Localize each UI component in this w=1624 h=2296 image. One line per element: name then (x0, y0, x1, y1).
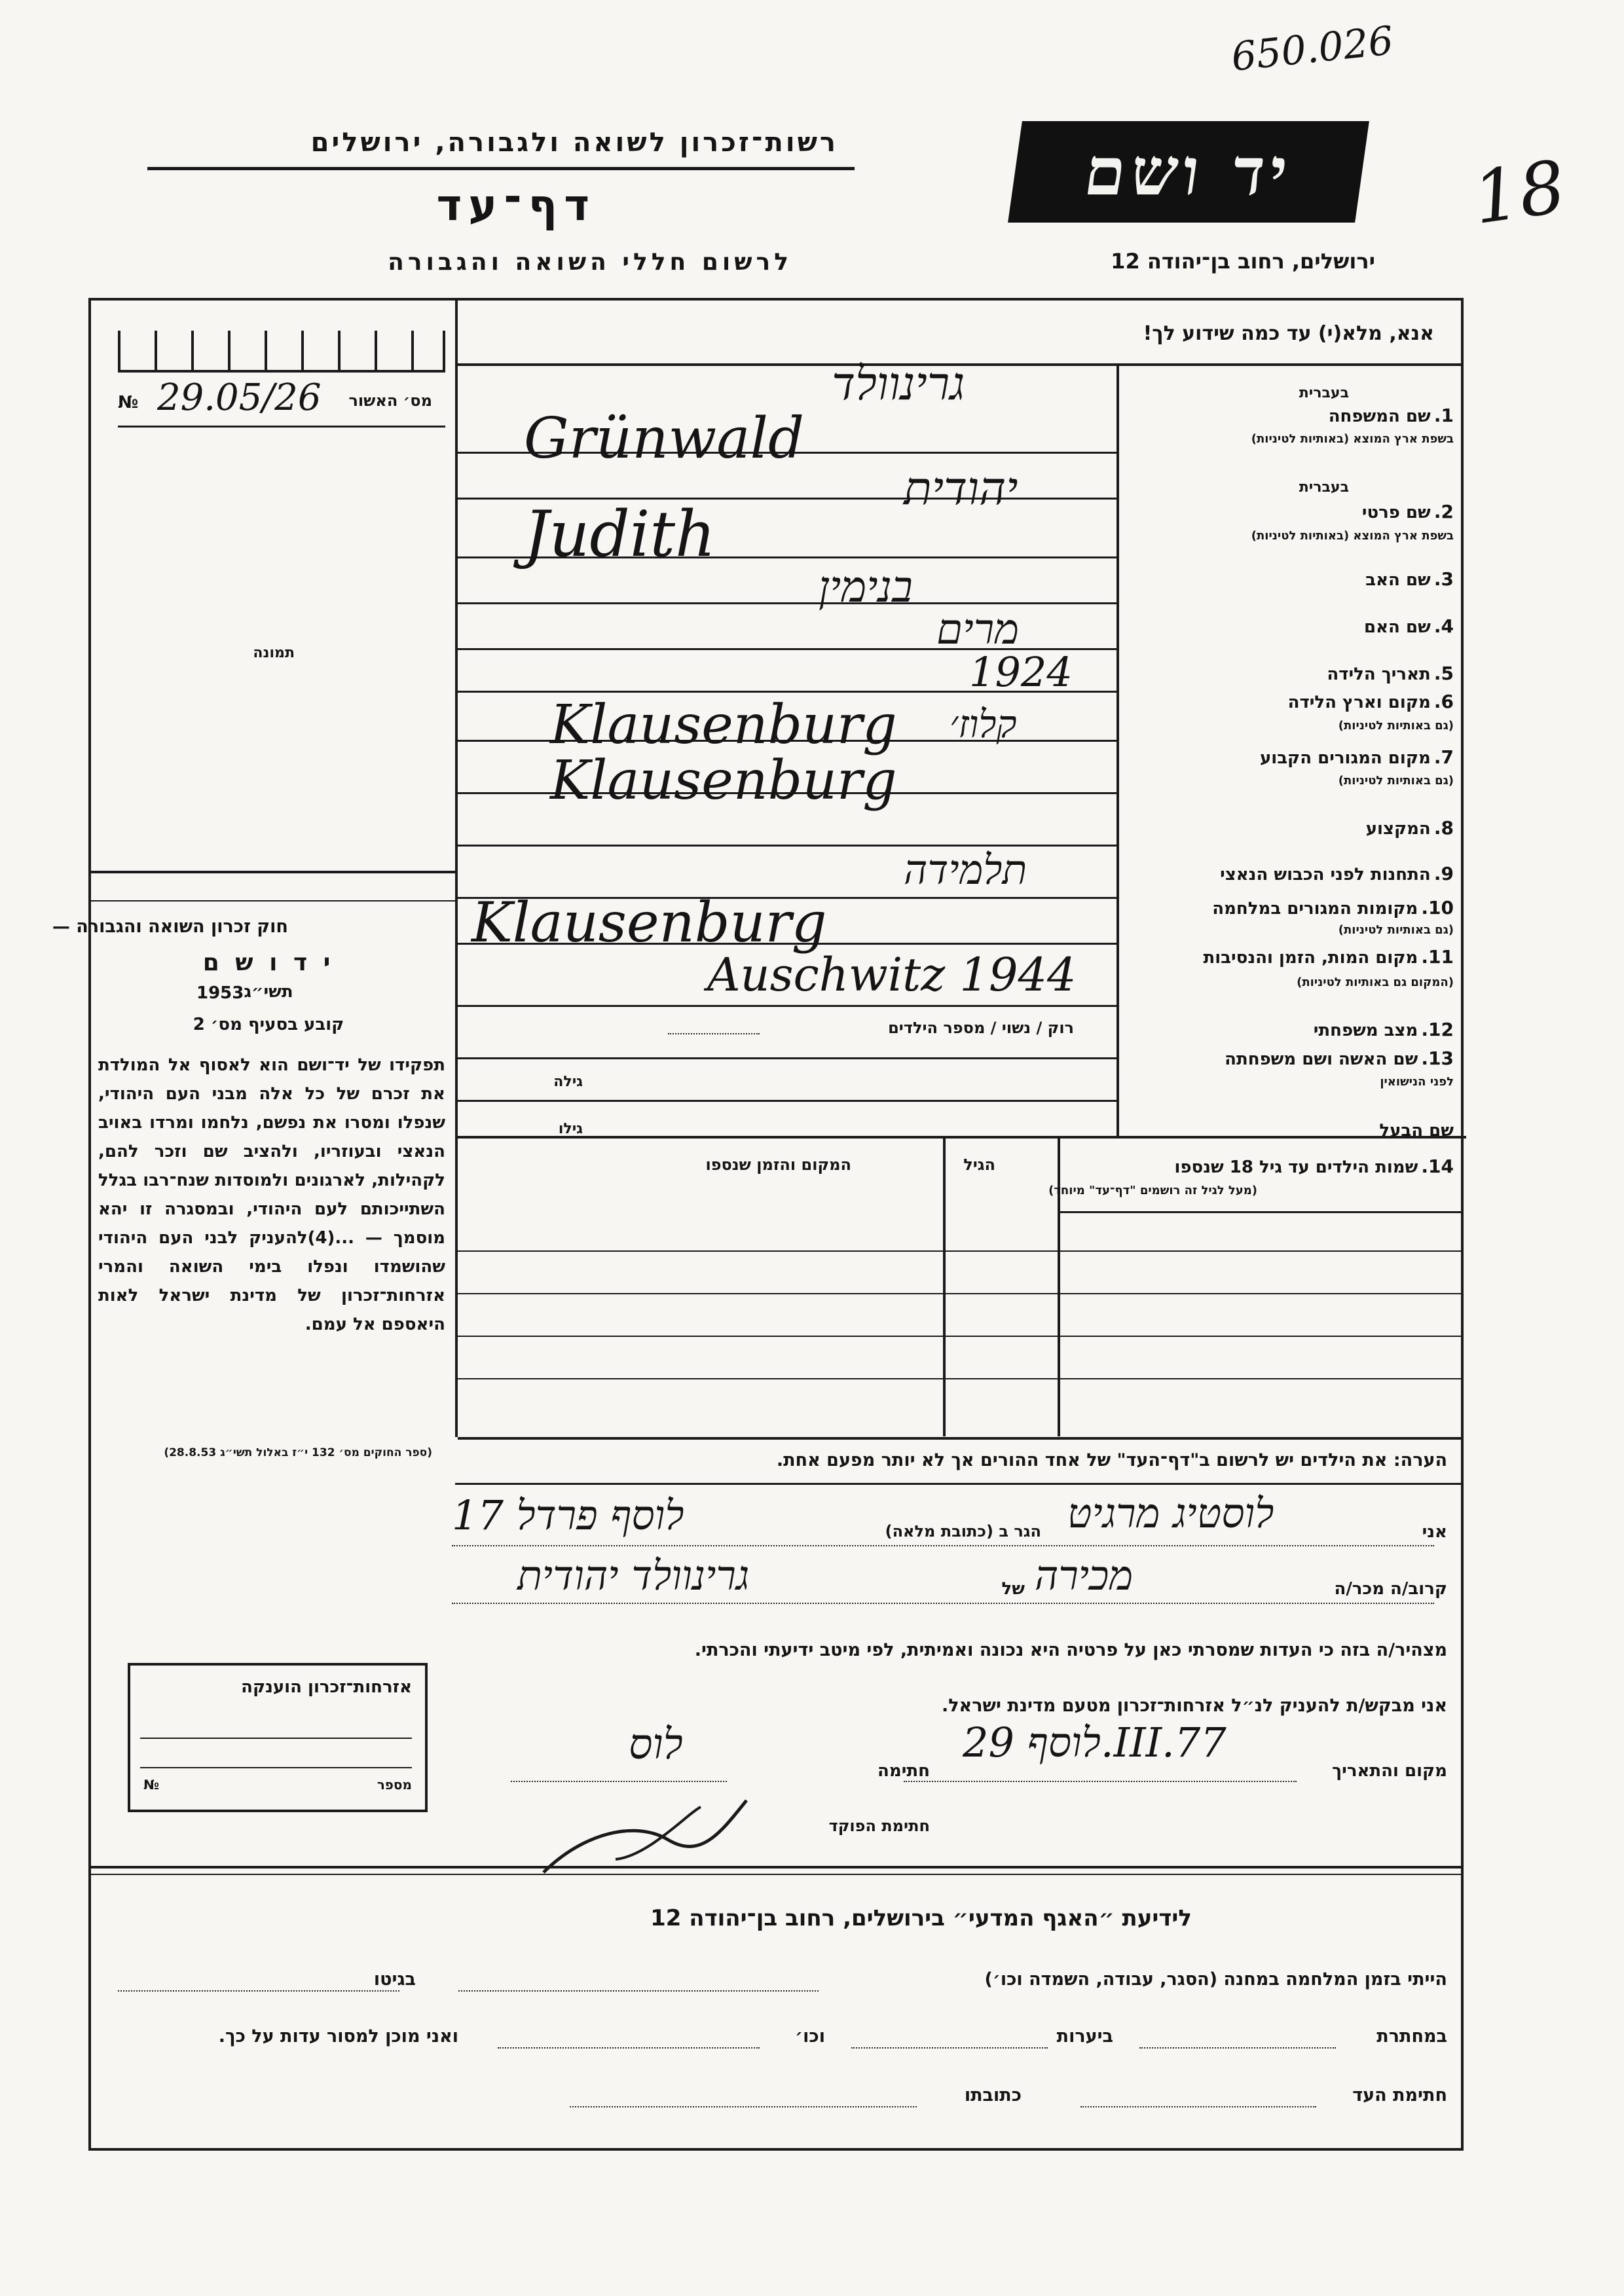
form-title: דף־עד (436, 180, 596, 230)
surname-latin[interactable]: Grünwald (524, 406, 805, 471)
activities-value[interactable]: תלמידה (904, 846, 1027, 894)
husband-label: שם הבעל (1379, 1121, 1454, 1140)
authority-title: רשות־זכרון לשואה ולגבורה, ירושלים (310, 128, 838, 158)
in-hebrew-2: בעברית (1299, 479, 1349, 496)
field-birthdate: 5. תאריך הלידה (1327, 663, 1454, 684)
relation-label: קרוב/ה מכר/ה (1334, 1579, 1447, 1599)
wife-age-label: גילה (553, 1074, 583, 1090)
declarant-address[interactable]: לוסף פרדל 17 (452, 1491, 684, 1539)
law-body: תפקידו של יד־ושם הוא לאסוף אל המולדת את זכרם של כל אלה מבני העם היהודי, שנפלו ומסרו את נפשם, נלחמו ומרדו באויב הנאצי ובעוזריו, ולהציב שם וזכר להם, לקהילות, לארגונים ולמוסדות שנח־רבו בגלל השתייכותם לעם היהודי, ובמסגרה זו יהא מוסמך — ...(4)להעניק לבני העם היהודי שהושמדו ונפלו בימי השואה והמרי אזרחות־זכרון של מדינת ישראל לאות היאספם אל עמם. (98, 1055, 445, 1334)
footer-forests: ביערות (1056, 2026, 1113, 2047)
birthplace-latin[interactable]: Klausenburg (550, 694, 897, 756)
certificate-title: אזרחות־זכרון הוענקה (241, 1677, 412, 1697)
registration-number[interactable]: 29.05/26 (157, 376, 322, 419)
law-year-hebrew: תשי״ג (244, 982, 293, 1002)
field-death-sub: (המקום גם באותיות לטיניות) (1297, 975, 1454, 989)
footer-etc: וכו׳ (795, 2026, 825, 2047)
field-wife-name: 13. שם האשה ושם משפחתה (1225, 1048, 1454, 1069)
official-label: חתימת הפוקד (828, 1817, 930, 1835)
of-value[interactable]: גרינוולד יהודית (517, 1552, 750, 1599)
children-place-col: המקום והזמן שנספו (705, 1156, 851, 1174)
father-name[interactable]: בנימין (819, 562, 913, 612)
request-text: אני מבקש/ת להעניק לנ״ל אזרחות־זכרון מטעם מדינת ישראל. (941, 1696, 1447, 1716)
husband-age-label: גילו (558, 1121, 583, 1137)
form-subtitle: לרשום חללי השואה והגבורה (388, 249, 792, 276)
firstname-latin[interactable]: Judith (524, 498, 716, 571)
declarant-i-label: אני (1422, 1522, 1447, 1542)
intro-text: אנא, מלא(י) עד כמה שידוע לך! (1143, 322, 1434, 345)
declarant-name[interactable]: לוסטיג מרגיט (1067, 1489, 1274, 1537)
field-birthplace-sub: (גם באותיות לטיניות) (1338, 719, 1454, 733)
law-title: חוק זכרון השואה והגבורה — (52, 917, 288, 937)
footer-heading: לידיעת ״האגף המדעי״ בירושלים, רחוב בן־יהודה 12 (650, 1905, 1192, 1931)
field-death: 11. מקום המות, הזמן והנסיבות (1203, 946, 1454, 968)
declaration-text: מצהיר/ה בזה כי העדות שמסרתי כאן על פרטיה היא נכונה ואמיתית, לפי מיטב ידיעתי והכרתי. (694, 1640, 1447, 1660)
official-signature (537, 1794, 753, 1892)
address-label: הגר ב (כתובת מלאה) (885, 1522, 1041, 1540)
footer-ghetto: בגיטו (373, 1969, 416, 1990)
yad-vashem-logo: יד ושם (1008, 121, 1369, 223)
field-wife-name-sub: לפני הנישואין (1380, 1075, 1454, 1089)
in-hebrew-1: בעברית (1299, 385, 1349, 401)
birth-date[interactable]: 1924 (969, 648, 1073, 696)
field-family-status: 12. מצב משפחתי (1313, 1019, 1454, 1040)
field-surname-sub: בשפת ארץ המוצא (באותיות לטיניות) (1251, 432, 1454, 446)
of-label: של (1001, 1579, 1025, 1599)
photo-label: תמונה (253, 645, 295, 661)
children-age-col: הגיל (963, 1156, 995, 1174)
field-wartime-residence-sub: (גם באותיות לטיניות) (1338, 923, 1454, 937)
firstname-hebrew[interactable]: יהודית (904, 462, 1018, 515)
certificate-number-label: מספר (377, 1777, 412, 1793)
field-firstname-sub: בשפת ארץ המוצא (באותיות לטיניות) (1251, 529, 1454, 543)
surname-hebrew[interactable]: גרינוולד (832, 357, 965, 410)
address: ירושלים, רחוב בן־יהודה 12 (1111, 249, 1375, 274)
reg-no-symbol: № (118, 393, 139, 412)
certificate-box (128, 1663, 428, 1812)
field-firstname: 2. שם פרטי (1361, 501, 1454, 522)
law-source: (ספר החוקים מס׳ 132 י״ז באלול תשי״ג 28.8.53) (164, 1446, 432, 1459)
field-residence-sub: (גם באותיות לטיניות) (1338, 774, 1454, 788)
children-label: 14. שמות הילדים עד גיל 18 שנספו (1174, 1156, 1454, 1177)
law-section: קובע בסעיף מס׳ 2 (193, 1015, 344, 1034)
field-mother: 4. שם האם (1364, 615, 1454, 637)
certificate-no-symbol: № (143, 1777, 160, 1793)
field-wartime-residence: 10. מקומות המגורים במלחמה (1212, 897, 1454, 919)
children-note: הערה: את הילדים יש לרשום ב"דף־העד" של אחד ההורים אך לא יותר מפעם אחת. (776, 1450, 1447, 1470)
field-birthplace: 6. מקום וארץ הלידה (1287, 691, 1454, 712)
wartime-residence-latin[interactable]: Klausenburg (471, 890, 827, 955)
family-status-options: רוק / נשוי / מספר הילדים (888, 1019, 1074, 1037)
relation-value[interactable]: מכירה (1035, 1552, 1134, 1599)
birthplace-hebrew[interactable]: קלוז׳ (950, 702, 1017, 746)
signature-value[interactable]: לוס (629, 1721, 683, 1769)
footer-underground: במחתרת (1376, 2026, 1447, 2047)
footer-address: כתובתו (964, 2085, 1022, 2105)
field-residence: 7. מקום המגורים הקבוע (1259, 746, 1454, 768)
footer-witness-signature: חתימת העד (1352, 2085, 1447, 2105)
field-activities: 9. התחנות לפני הכבוש הנאצי (1220, 863, 1454, 884)
field-surname: 1. שם המשפחה (1328, 405, 1454, 426)
registration-boxes (118, 324, 445, 373)
signature-label: חתימה (877, 1761, 930, 1781)
field-father: 3. שם האב (1365, 568, 1454, 590)
mother-name[interactable]: מרים (936, 606, 1020, 654)
law-year: 1953 (196, 983, 244, 1003)
footer-line1: הייתי בזמן המלחמה במחנה (הסגר, עבודה, השמדה וכו׳) (984, 1969, 1447, 1990)
registration-label: מס׳ האשור (348, 392, 432, 410)
place-date-label: מקום והתאריך (1332, 1761, 1447, 1781)
field-profession: 8. המקצוע (1365, 817, 1454, 839)
law-name: י ד ו ש ם (202, 949, 335, 976)
footer-testimony: ואני מוכן למסור עדות על כך. (218, 2026, 458, 2047)
children-sub: (מעל לגיל זה רושמים "דף־עד" מיוחד) (1048, 1184, 1257, 1197)
archive-number: 650.026 (1229, 18, 1396, 81)
corner-mark: 18 (1467, 144, 1571, 241)
place-date-value[interactable]: לוסף 29.III.77 (963, 1719, 1227, 1766)
residence-latin[interactable]: Klausenburg (550, 750, 897, 812)
death-place-date[interactable]: Auschwitz 1944 (707, 948, 1077, 1002)
